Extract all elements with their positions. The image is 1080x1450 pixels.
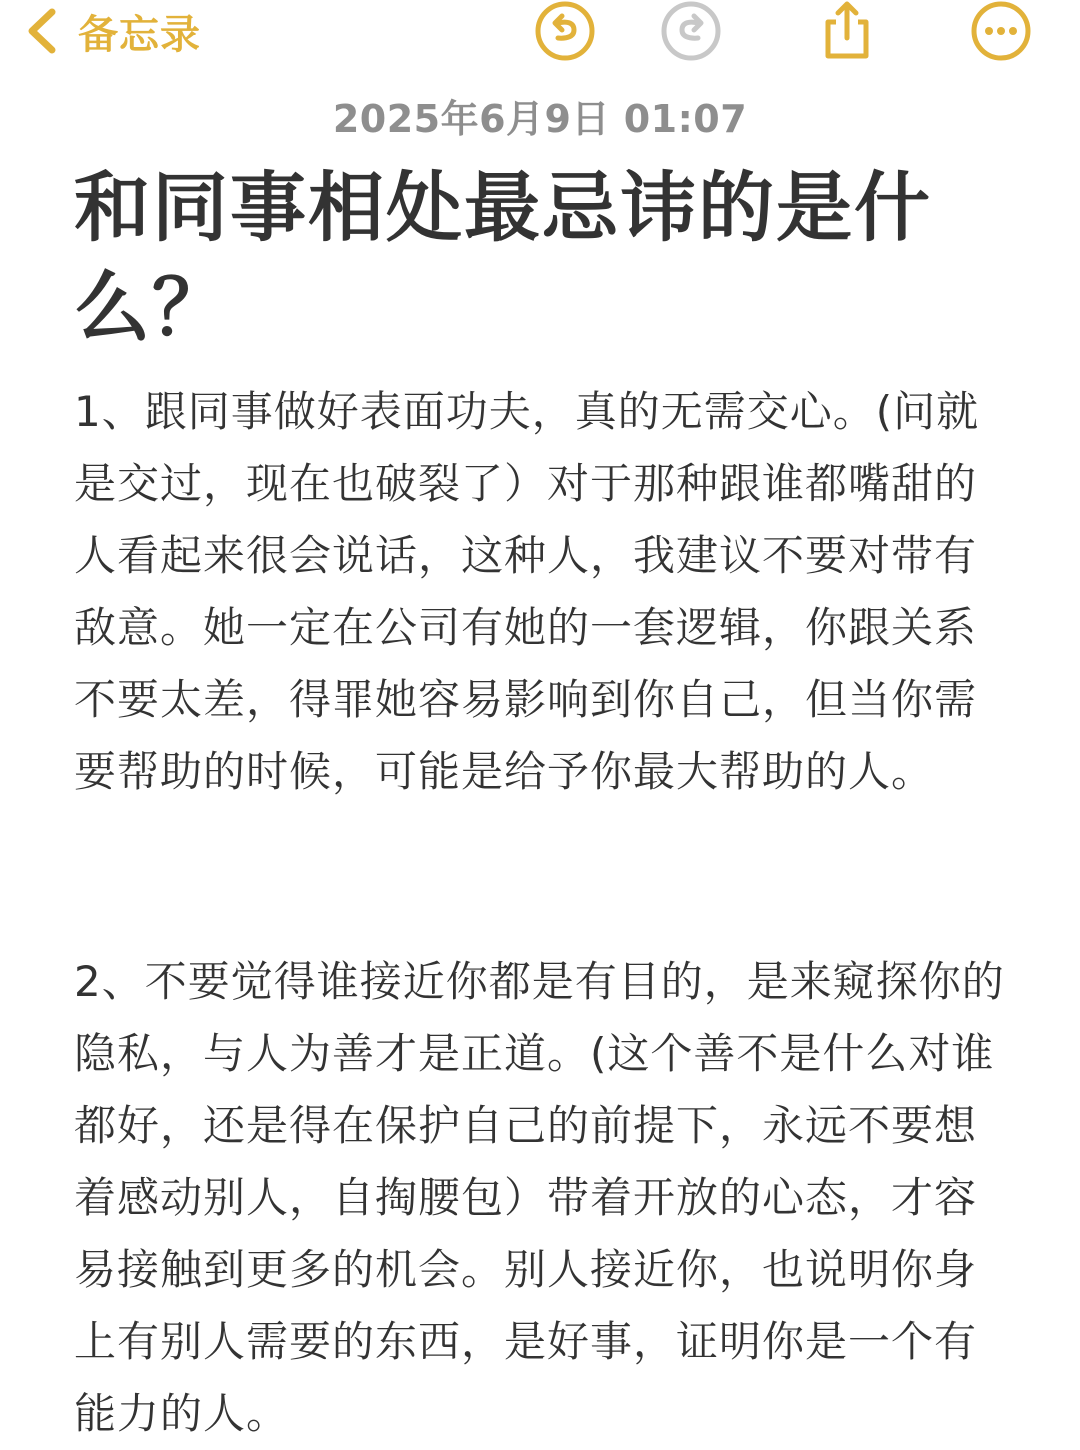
- chevron-left-icon: [22, 6, 60, 56]
- back-label: 备忘录: [78, 11, 201, 58]
- note-title[interactable]: 和同事相处最忌讳的是什么？: [74, 163, 932, 352]
- toolbar: [0, 0, 1080, 62]
- undo-icon: [534, 0, 596, 62]
- note-paragraph-1[interactable]: 1、跟同事做好表面功夫，真的无需交心。(问就是交过，现在也破裂了）对于那种跟谁都嘴甜的人看起来很会说话，这种人，我建议不要对带有敌意。她一定在公司有她的一套逻辑，你跟关系不要太差，得罪她容易影响到你自己，但当你需要帮助的时候，可能是给予你最大帮助的人。: [74, 387, 980, 796]
- share-button[interactable]: [815, 0, 879, 62]
- more-icon: [970, 0, 1032, 62]
- back-button[interactable]: [22, 0, 201, 62]
- share-icon: [816, 0, 878, 62]
- undo-button[interactable]: [533, 0, 597, 62]
- more-button[interactable]: [969, 0, 1033, 62]
- note-paragraph-2[interactable]: 2、不要觉得谁接近你都是有目的，是来窥探你的隐私，与人为善才是正道。(这个善不是什么对谁都好，还是得在保护自己的前提下，永远不要想着感动别人，自掏腰包）带着开放的心态，才容易接触到更多的机会。别人接近你，也说明你身上有别人需要的东西，是好事，证明你是一个有能力的人。: [74, 957, 1005, 1438]
- redo-icon: [660, 0, 722, 62]
- note-timestamp: 2025年6月9日 01:07: [332, 97, 748, 141]
- redo-button[interactable]: [659, 0, 723, 62]
